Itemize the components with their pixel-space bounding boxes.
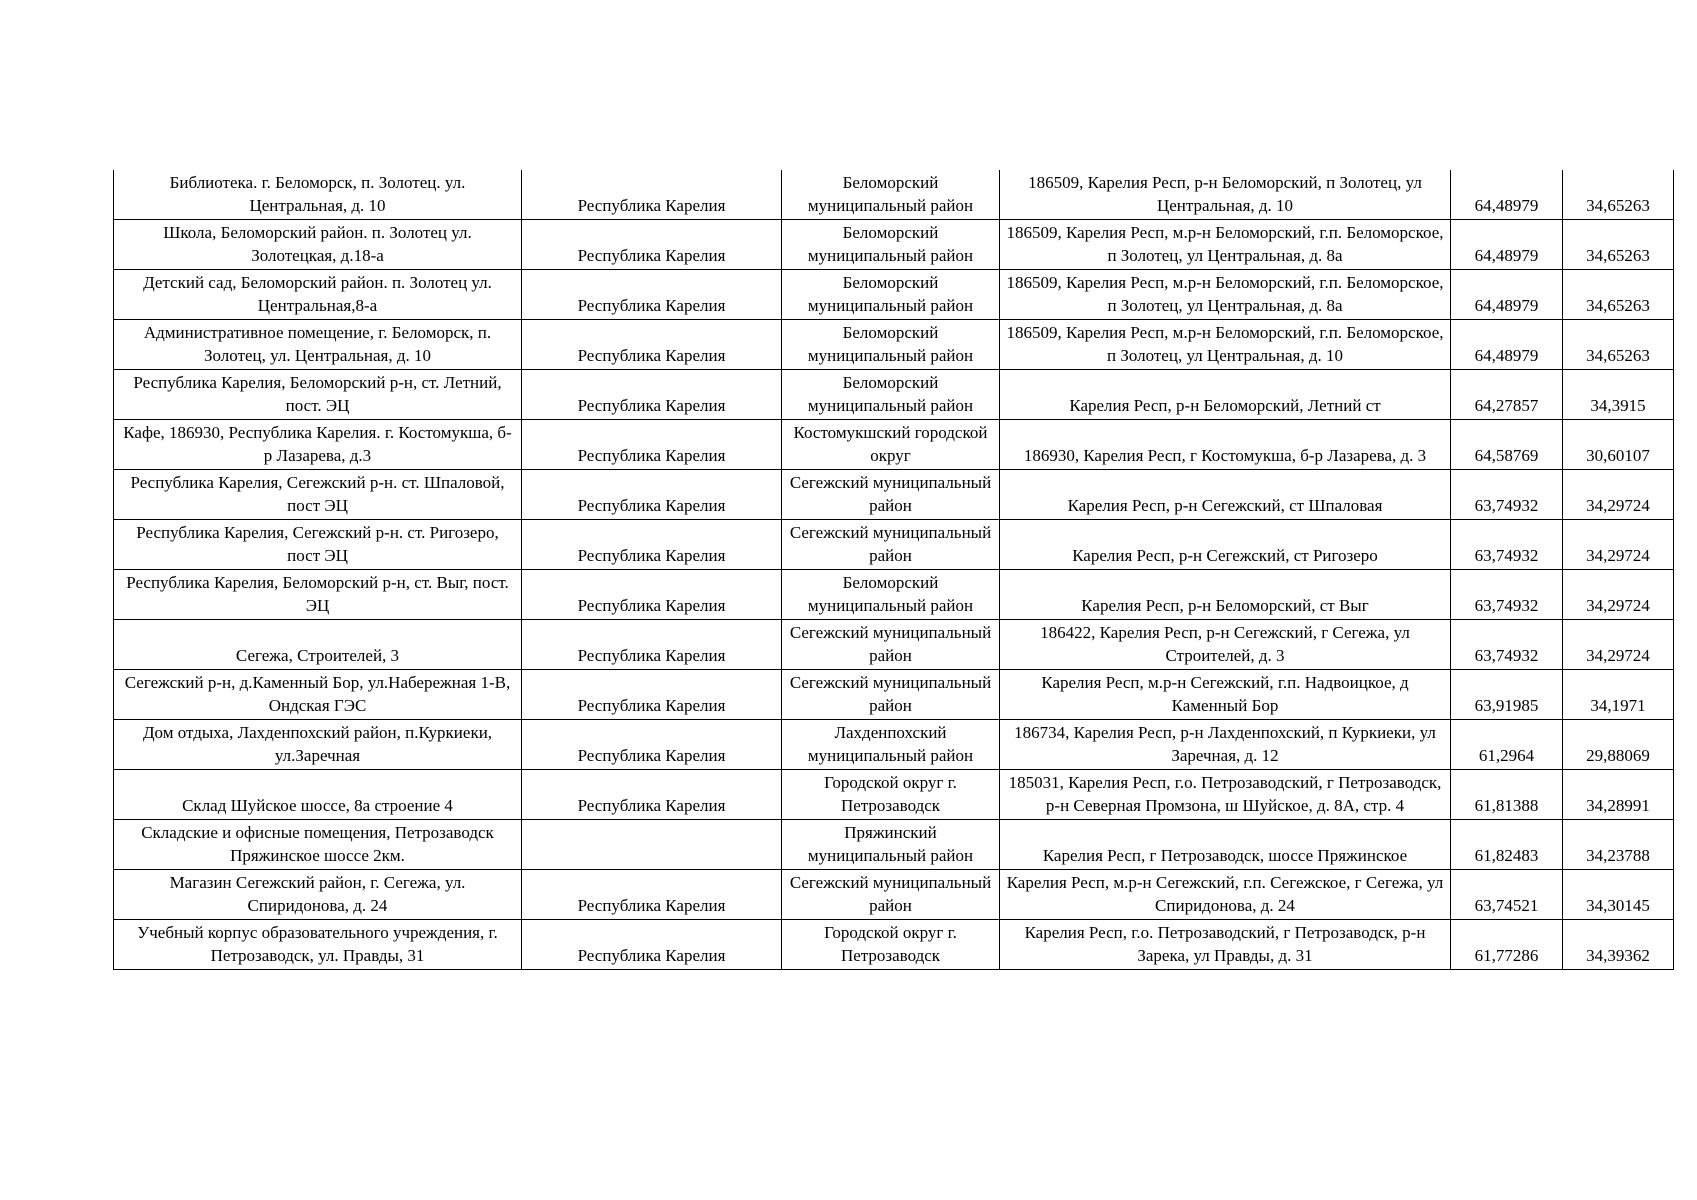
longitude-cell: 34,23788 <box>1563 820 1674 870</box>
latitude-cell: 64,48979 <box>1451 220 1563 270</box>
latitude-cell: 61,2964 <box>1451 720 1563 770</box>
region-cell: Республика Карелия <box>522 520 782 570</box>
address-cell: 186422, Карелия Респ, р-н Сегежский, г Сегежа, ул Строителей, д. 3 <box>1000 620 1451 670</box>
latitude-cell: 64,48979 <box>1451 320 1563 370</box>
district-cell: Сегежский муниципальный район <box>782 670 1000 720</box>
table-row <box>114 870 1674 920</box>
table-row <box>114 520 1674 570</box>
table-row <box>114 370 1674 420</box>
district-cell: Сегежский муниципальный район <box>782 620 1000 670</box>
latitude-cell: 63,74932 <box>1451 570 1563 620</box>
table-body <box>114 170 1674 970</box>
address-cell: Карелия Респ, м.р-н Сегежский, г.п. Сегежское, г Сегежа, ул Спиридонова, д. 24 <box>1000 870 1451 920</box>
latitude-cell: 61,77286 <box>1451 920 1563 970</box>
table-row <box>114 420 1674 470</box>
object-name-cell: Сегежский р-н, д.Каменный Бор, ул.Набережная 1-В, Ондская ГЭС <box>114 670 522 720</box>
address-cell: 186930, Карелия Респ, г Костомукша, б-р Лазарева, д. 3 <box>1000 420 1451 470</box>
district-cell: Городской округ г. Петрозаводск <box>782 770 1000 820</box>
longitude-cell: 34,29724 <box>1563 470 1674 520</box>
longitude-cell: 29,88069 <box>1563 720 1674 770</box>
district-cell: Городской округ г. Петрозаводск <box>782 920 1000 970</box>
address-cell: 186509, Карелия Респ, м.р-н Беломорский, г.п. Беломорское, п Золотец, ул Центральная, д. 8а <box>1000 220 1451 270</box>
region-cell: Республика Карелия <box>522 620 782 670</box>
latitude-cell: 63,74932 <box>1451 520 1563 570</box>
region-cell: Республика Карелия <box>522 420 782 470</box>
longitude-cell: 34,65263 <box>1563 320 1674 370</box>
district-cell: Пряжинский муниципальный район <box>782 820 1000 870</box>
object-name-cell: Библиотека. г. Беломорск, п. Золотец. ул. Центральная, д. 10 <box>114 170 522 220</box>
table-row <box>114 170 1674 220</box>
district-cell: Беломорский муниципальный район <box>782 570 1000 620</box>
region-cell: Республика Карелия <box>522 870 782 920</box>
district-cell: Беломорский муниципальный район <box>782 370 1000 420</box>
latitude-cell: 63,74932 <box>1451 620 1563 670</box>
longitude-cell: 30,60107 <box>1563 420 1674 470</box>
latitude-cell: 64,58769 <box>1451 420 1563 470</box>
longitude-cell: 34,3915 <box>1563 370 1674 420</box>
address-cell: 185031, Карелия Респ, г.о. Петрозаводский, г Петрозаводск, р-н Северная Промзона, ш Шуйское, д. 8А, стр. 4 <box>1000 770 1451 820</box>
region-cell: Республика Карелия <box>522 320 782 370</box>
district-cell: Лахденпохский муниципальный район <box>782 720 1000 770</box>
longitude-cell: 34,39362 <box>1563 920 1674 970</box>
object-name-cell: Магазин Сегежский район, г. Сегежа, ул. Спиридонова, д. 24 <box>114 870 522 920</box>
longitude-cell: 34,65263 <box>1563 170 1674 220</box>
address-cell: 186509, Карелия Респ, м.р-н Беломорский, г.п. Беломорское, п Золотец, ул Центральная, д. 10 <box>1000 320 1451 370</box>
object-name-cell: Республика Карелия, Сегежский р-н. ст. Шпаловой, пост ЭЦ <box>114 470 522 520</box>
address-cell: Карелия Респ, г Петрозаводск, шоссе Пряжинское <box>1000 820 1451 870</box>
region-cell: Республика Карелия <box>522 920 782 970</box>
longitude-cell: 34,28991 <box>1563 770 1674 820</box>
object-name-cell: Школа, Беломорский район. п. Золотец ул. Золотецкая, д.18-а <box>114 220 522 270</box>
table-row <box>114 920 1674 970</box>
district-cell: Сегежский муниципальный район <box>782 470 1000 520</box>
latitude-cell: 63,74932 <box>1451 470 1563 520</box>
longitude-cell: 34,29724 <box>1563 520 1674 570</box>
table-row <box>114 320 1674 370</box>
address-cell: 186734, Карелия Респ, р-н Лахденпохский, п Куркиеки, ул Заречная, д. 12 <box>1000 720 1451 770</box>
longitude-cell: 34,1971 <box>1563 670 1674 720</box>
region-cell: Республика Карелия <box>522 170 782 220</box>
object-name-cell: Административное помещение, г. Беломорск, п. Золотец, ул. Центральная, д. 10 <box>114 320 522 370</box>
district-cell: Беломорский муниципальный район <box>782 220 1000 270</box>
district-cell: Беломорский муниципальный район <box>782 170 1000 220</box>
district-cell: Беломорский муниципальный район <box>782 320 1000 370</box>
region-cell: Республика Карелия <box>522 770 782 820</box>
latitude-cell: 63,91985 <box>1451 670 1563 720</box>
longitude-cell: 34,65263 <box>1563 220 1674 270</box>
latitude-cell: 64,48979 <box>1451 170 1563 220</box>
locations-table <box>113 170 1674 970</box>
table-row <box>114 270 1674 320</box>
latitude-cell: 61,81388 <box>1451 770 1563 820</box>
object-name-cell: Сегежа, Строителей, 3 <box>114 620 522 670</box>
longitude-cell: 34,29724 <box>1563 570 1674 620</box>
object-name-cell: Дом отдыха, Лахденпохский район, п.Куркиеки, ул.Заречная <box>114 720 522 770</box>
table-row <box>114 720 1674 770</box>
object-name-cell: Республика Карелия, Беломорский р-н, ст. Летний, пост. ЭЦ <box>114 370 522 420</box>
region-cell: Республика Карелия <box>522 670 782 720</box>
latitude-cell: 64,48979 <box>1451 270 1563 320</box>
latitude-cell: 61,82483 <box>1451 820 1563 870</box>
address-cell: Карелия Респ, р-н Беломорский, Летний ст <box>1000 370 1451 420</box>
district-cell: Костомукшский городской округ <box>782 420 1000 470</box>
region-cell <box>522 820 782 870</box>
object-name-cell: Складские и офисные помещения, Петрозаводск Пряжинское шоссе 2км. <box>114 820 522 870</box>
table-row <box>114 220 1674 270</box>
latitude-cell: 63,74521 <box>1451 870 1563 920</box>
object-name-cell: Кафе, 186930, Республика Карелия. г. Костомукша, б-р Лазарева, д.3 <box>114 420 522 470</box>
address-cell: Карелия Респ, м.р-н Сегежский, г.п. Надвоицкое, д Каменный Бор <box>1000 670 1451 720</box>
address-cell: Карелия Респ, р-н Сегежский, ст Ригозеро <box>1000 520 1451 570</box>
region-cell: Республика Карелия <box>522 570 782 620</box>
longitude-cell: 34,65263 <box>1563 270 1674 320</box>
region-cell: Республика Карелия <box>522 470 782 520</box>
address-cell: 186509, Карелия Респ, р-н Беломорский, п Золотец, ул Центральная, д. 10 <box>1000 170 1451 220</box>
table-row <box>114 570 1674 620</box>
table-row <box>114 820 1674 870</box>
region-cell: Республика Карелия <box>522 370 782 420</box>
longitude-cell: 34,29724 <box>1563 620 1674 670</box>
district-cell: Сегежский муниципальный район <box>782 870 1000 920</box>
address-cell: Карелия Респ, р-н Беломорский, ст Выг <box>1000 570 1451 620</box>
object-name-cell: Республика Карелия, Сегежский р-н. ст. Ригозеро, пост ЭЦ <box>114 520 522 570</box>
object-name-cell: Склад Шуйское шоссе, 8а строение 4 <box>114 770 522 820</box>
address-cell: Карелия Респ, г.о. Петрозаводский, г Петрозаводск, р-н Зарека, ул Правды, д. 31 <box>1000 920 1451 970</box>
object-name-cell: Учебный корпус образовательного учреждения, г. Петрозаводск, ул. Правды, 31 <box>114 920 522 970</box>
address-cell: 186509, Карелия Респ, м.р-н Беломорский, г.п. Беломорское, п Золотец, ул Центральная, д. 8а <box>1000 270 1451 320</box>
district-cell: Сегежский муниципальный район <box>782 520 1000 570</box>
district-cell: Беломорский муниципальный район <box>782 270 1000 320</box>
table-row <box>114 620 1674 670</box>
longitude-cell: 34,30145 <box>1563 870 1674 920</box>
region-cell: Республика Карелия <box>522 720 782 770</box>
object-name-cell: Республика Карелия, Беломорский р-н, ст. Выг, пост. ЭЦ <box>114 570 522 620</box>
table-row <box>114 470 1674 520</box>
latitude-cell: 64,27857 <box>1451 370 1563 420</box>
address-cell: Карелия Респ, р-н Сегежский, ст Шпаловая <box>1000 470 1451 520</box>
region-cell: Республика Карелия <box>522 220 782 270</box>
table-row <box>114 770 1674 820</box>
region-cell: Республика Карелия <box>522 270 782 320</box>
object-name-cell: Детский сад, Беломорский район. п. Золотец ул. Центральная,8-а <box>114 270 522 320</box>
table-row <box>114 670 1674 720</box>
